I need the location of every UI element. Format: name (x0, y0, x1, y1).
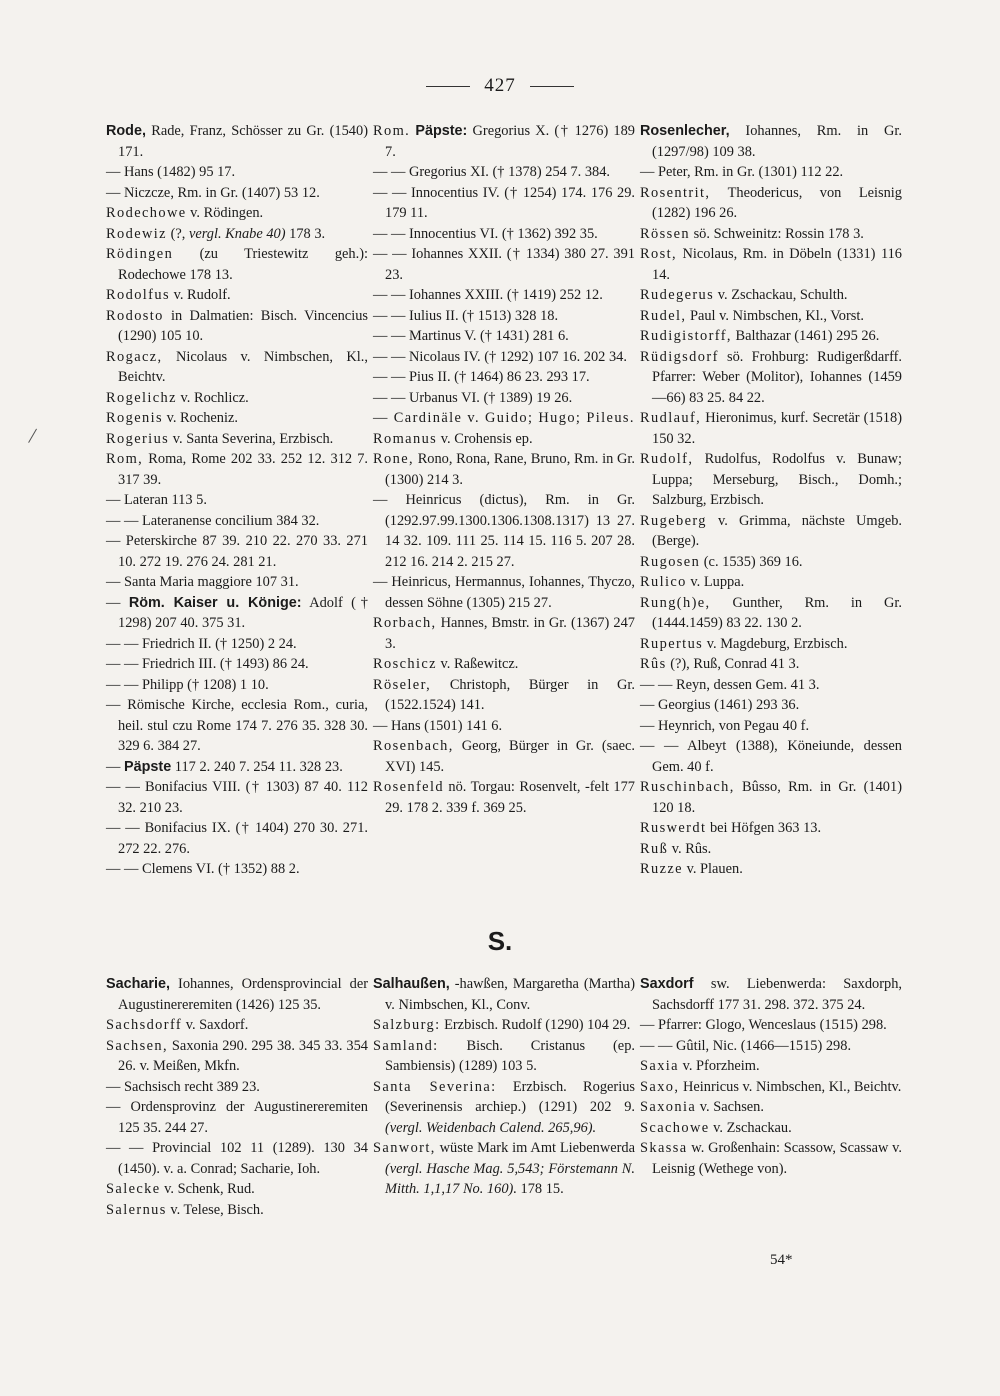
entry-text: — (106, 758, 124, 775)
index-entry (640, 1097, 902, 1118)
header-rule-right (530, 86, 574, 87)
entry-text: v. Zschackau. (709, 1119, 792, 1136)
entry-text: — — Urbanus VI. († 1389) 19 26. (373, 389, 573, 406)
entry-text: Gunther, Rm. in Gr. (1444.1459) 83 22. 130 2. (652, 594, 902, 631)
entry-text: v. Magdeburg, Erzbisch. (703, 635, 848, 652)
entry-text: 117 2. 240 7. 254 11. 328 23. (171, 758, 343, 775)
entry-text: Erzbisch. Rudolf (1290) 104 29. (440, 1017, 631, 1033)
entry-lemma: Santa Severina: (373, 1078, 497, 1095)
index-entry (640, 695, 902, 716)
entry-lemma: Rûs (640, 656, 667, 672)
index-entry (640, 552, 902, 573)
index-entry (640, 572, 902, 593)
index-entry (640, 306, 902, 327)
entry-text: -hawßen, Margaretha (Martha) v. Nimbschen, Kl., Conv. (385, 976, 635, 1013)
entry-text: — Heinricus (dictus), Rm. in Gr. (1292.97.99.1300.1306.1308.1317) 13 27. 14 32. 109. 111 25. 114 15. 116 5. 207 28. 212 16. 214 2. 215 27. (373, 492, 635, 570)
index-entry (640, 1077, 902, 1098)
index-entry (373, 654, 635, 675)
index-entry (640, 1118, 902, 1139)
entry-lemma: Rodosto (106, 307, 164, 324)
entry-text: sw. Liebenwerda: Saxdorph, Sachsdorff 177 31. 298. 372. 375 24. (652, 976, 902, 1013)
index-entry (106, 1036, 368, 1077)
entry-text: 178 15. (516, 1181, 564, 1197)
entry-lemma: Rössen (640, 225, 690, 242)
index-entry (640, 347, 902, 409)
entry-lemma: Sanwort, (373, 1140, 436, 1156)
entry-lemma: Sachsen, (106, 1037, 168, 1054)
entry-lemma: Ruswerdt (640, 820, 707, 836)
entry-text: v. Saxdorf. (182, 1017, 249, 1033)
index-entry (640, 449, 902, 511)
index-entry (640, 777, 902, 818)
entry-text: — Pfarrer: Glogo, Wenceslaus (1515) 298. (640, 1017, 887, 1033)
entry-lemma: Rugosen (640, 553, 701, 570)
entry-text: — Peter, Rm. in Gr. (1301) 112 22. (640, 164, 844, 180)
index-entry (373, 1077, 635, 1139)
index-entry (373, 1138, 635, 1200)
index-entry (106, 224, 368, 245)
entry-text: — Heinricus, Hermannus, Iohannes, Thyczo, dessen Söhne (1305) 215 27. (373, 574, 635, 611)
index-entry (640, 285, 902, 306)
entry-lemma: Rogelichz (106, 389, 177, 406)
entry-text: Georg, Bürger in Gr. (saec. XVI) 145. (385, 738, 635, 775)
entry-lemma: Saxo, (640, 1078, 680, 1095)
entry-text: — — Pius II. († 1464) 86 23. 293 17. (373, 369, 590, 385)
index-entry (373, 367, 635, 388)
entry-lemma: Sachsdorff (106, 1017, 183, 1033)
entry-text: (?, (166, 225, 189, 242)
index-entry (640, 326, 902, 347)
entry-text: — — Bonifacius VIII. († 1303) 87 40. 112 32. 210 23. (106, 779, 368, 816)
entry-lemma: Samland: (373, 1037, 439, 1054)
entry-text: (c. 1535) 369 16. (700, 553, 803, 570)
entry-text: sö. Frohburg: Rudigerßdarff. Pfarrer: Weber (Molitor), Iohannes (1459—66) 83 25. 84 22. (652, 348, 902, 406)
entry-lemma: Rudigistorff, (640, 328, 732, 344)
index-entry (640, 634, 902, 655)
entry-lemma: Rodolfus (106, 287, 170, 303)
entry-text: — Santa Maria maggiore 107 31. (106, 574, 299, 590)
index-entry (106, 408, 368, 429)
entry-text: Christoph, Bürger in Gr. (1522.1524) 141. (385, 676, 635, 713)
index-entry (640, 1138, 902, 1179)
entry-lemma: Rödingen (106, 246, 174, 262)
entry-lemma: Rom, (106, 451, 144, 467)
entry-text: wüste Mark im Amt Liebenwerda (435, 1140, 635, 1156)
entry-text: — — Lateranense concilium 384 32. (106, 512, 320, 529)
index-entry (640, 1036, 902, 1057)
index-entry (640, 593, 902, 634)
entry-text: Bisch. Cristanus (ep. Sambiensis) (1289) 103 5. (385, 1037, 635, 1074)
entry-text: — — Philipp († 1208) 1 10. (106, 676, 269, 693)
entry-text: — — Provincial 102 11 (1289). 130 34 (1450). v. a. Conrad; Sacharie, Ioh. (106, 1140, 368, 1177)
entry-lemma: Saxia (640, 1058, 679, 1074)
index-entry (373, 449, 635, 490)
section-letter: S. (487, 926, 513, 956)
index-entry (640, 859, 902, 880)
index-entry (373, 1015, 635, 1036)
index-entry (640, 244, 902, 285)
entry-text: — — Bonifacius IX. († 1404) 270 30. 271. 272 22. 276. (106, 820, 368, 857)
entry-text: — Heynrich, von Pegau 40 f. (640, 717, 810, 734)
index-entry (640, 408, 902, 449)
index-entry (106, 306, 368, 347)
entry-text: Iohannes, Ordensprovincial der Augustinereremiten (1426) 125 35. (118, 976, 368, 1013)
entry-lemma: Rom. (373, 123, 411, 139)
entry-text: Paul v. Nimbschen, Kl., Vorst. (686, 307, 864, 324)
entry-text: v. Pforzheim. (678, 1058, 760, 1074)
entry-headword: Rode, (106, 123, 146, 139)
entry-headword: Päpste: (415, 123, 468, 139)
entry-headword: Rosenlecher, (640, 123, 730, 139)
entry-text: — — Friedrich II. († 1250) 2 24. (106, 635, 297, 652)
entry-text: — — Iohannes XXII. († 1334) 380 27. 391 23. (373, 246, 635, 283)
entry-text: Nicolaus v. Nimbschen, Kl., Beichtv. (118, 348, 368, 385)
entry-text: v. Rödingen. (186, 205, 264, 221)
entry-text: v. Grimma, nächste Umgeb. (Berge). (652, 512, 902, 549)
index-entry (106, 974, 368, 1015)
index-entry (640, 716, 902, 737)
entry-headword: Päpste (124, 758, 172, 775)
entry-text: Rono, Rona, Rane, Bruno, Rm. in Gr. (1300) 214 3. (385, 451, 635, 488)
index-entry (373, 572, 635, 613)
entry-text: Theodericus, von Leisnig (1282) 196 26. (652, 184, 902, 221)
entry-text: in Dalmatien: Bisch. Vincencius (1290) 105 10. (118, 307, 368, 344)
index-entry (106, 162, 368, 183)
entry-text: — Römische Kirche, ecclesia Rom., curia, heil. stul czu Rome 174 7. 276 35. 328 30. 329 6. 384 27. (106, 697, 368, 754)
entry-text: (zu Triestewitz geh.): Rodechowe 178 13. (118, 246, 368, 283)
index-entry (106, 1077, 368, 1098)
entry-text: Heinricus v. Nimbschen, Kl., Beichtv. (679, 1078, 902, 1095)
entry-text: Roma, Rome 202 33. 252 12. 312 7. 317 39. (118, 451, 368, 488)
entry-text: sö. Schweinitz: Rossin 178 3. (689, 225, 864, 242)
entry-text: v. Schenk, Rud. (160, 1181, 255, 1197)
signature-mark: 54* (770, 1252, 793, 1268)
header-rule-left (426, 86, 470, 87)
entry-text: (vergl. Hasche Mag. 5,543; Förstemann N. Mitth. 1,1,17 No. 160). (385, 1160, 635, 1197)
entry-text: v. Rochlicz. (176, 389, 249, 406)
entry-lemma: Rupertus (640, 635, 704, 652)
index-entry (640, 675, 902, 696)
entry-text: — — Innocentius IV. († 1254) 174. 176 29. 179 11. (373, 184, 635, 221)
entry-text: v. Crohensis ep. (437, 430, 533, 447)
entry-lemma: Salecke (106, 1181, 161, 1197)
entry-lemma: Rodewiz (106, 225, 167, 242)
entry-headword: Röm. Kaiser u. Könige: (128, 594, 302, 611)
entry-lemma: Rogacz, (106, 348, 163, 365)
entry-text: — — Martinus V. († 1431) 281 6. (373, 328, 569, 344)
entry-text: — Lateran 113 5. (106, 492, 207, 508)
entry-text: Saxonia 290. 295 38. 345 33. 354 26. v. Meißen, Mkfn. (118, 1037, 368, 1074)
entry-text: — — Friedrich III. († 1493) 86 24. (106, 656, 309, 672)
entry-text: v. Telese, Bisch. (166, 1201, 264, 1218)
entry-text: Gregorius X. († 1276) 189 7. (385, 123, 635, 160)
index-entry (373, 388, 635, 409)
entry-text: v. Rocheniz. (162, 410, 238, 426)
index-entry (106, 1200, 368, 1221)
index-entry (640, 654, 902, 675)
index-entry (640, 224, 902, 245)
index-entry (640, 1056, 902, 1077)
index-entry (106, 490, 368, 511)
entry-lemma: Ruzze (640, 861, 683, 877)
entry-text: — Niczcze, Rm. in Gr. (1407) 53 12. (106, 184, 320, 201)
entry-lemma: Rosenfeld (373, 779, 444, 795)
entry-text: v. Zschackau, Schulth. (714, 287, 848, 303)
index-entry (106, 1097, 368, 1138)
index-entry (373, 675, 635, 716)
column-3-top (640, 121, 902, 880)
index-entry (373, 244, 635, 285)
index-entry (373, 429, 635, 450)
index-entry (640, 121, 902, 162)
entry-text: Rudolfus, Rodolfus v. Bunaw; Luppa; Merseburg, Bisch., Domh.; Salzburg, Erzbisch. (652, 451, 902, 508)
entry-lemma: Röseler, (373, 676, 432, 693)
entry-text: Hannes, Bmstr. in Gr. (1367) 247 3. (385, 615, 635, 652)
entry-text: v. Rudolf. (169, 287, 231, 303)
entry-text: Erzbisch. Rogerius (Severinensis archiep.) (1291) 202 9. (385, 1078, 635, 1115)
entry-text: Balthazar (1461) 295 26. (731, 328, 880, 344)
index-entry (106, 777, 368, 818)
index-entry (106, 531, 368, 572)
index-entry (106, 183, 368, 204)
entry-text: Hieronimus, kurf. Secretär (1518) 150 32. (652, 410, 902, 447)
index-entry (106, 757, 368, 778)
entry-text: — — Innocentius VI. († 1362) 392 35. (373, 225, 598, 242)
entry-lemma: Ruschinbach, (640, 779, 735, 795)
index-entry (373, 777, 635, 818)
entry-text: (?), Ruß, Conrad 41 3. (666, 656, 800, 672)
index-entry (106, 244, 368, 285)
index-entry (106, 388, 368, 409)
entry-lemma: Rung(h)e, (640, 594, 711, 611)
entry-text: — — Reyn, dessen Gem. 41 3. (640, 676, 820, 693)
entry-lemma: Rulico (640, 574, 687, 590)
index-entry (373, 347, 635, 368)
entry-text: — — Iohannes XXIII. († 1419) 252 12. (373, 287, 603, 303)
entry-text: — — Albeyt (1388), Köneiunde, dessen Gem. 40 f. (640, 738, 902, 775)
column-3-bottom (640, 974, 902, 1179)
index-entry (373, 326, 635, 347)
index-entry (106, 429, 368, 450)
index-entry (640, 974, 902, 1015)
entry-text: — Hans (1501) 141 6. (373, 717, 503, 734)
entry-lemma: Rost, (640, 246, 677, 262)
index-entry (106, 593, 368, 634)
index-entry (373, 183, 635, 224)
index-entry (373, 1036, 635, 1077)
index-entry (106, 347, 368, 388)
entry-text: — — Iulius II. († 1513) 328 18. (373, 307, 559, 324)
entry-lemma: Rone, (373, 451, 414, 467)
entry-lemma: Rosentrit, (640, 184, 711, 201)
entry-text: — — Nicolaus IV. († 1292) 107 16. 202 34. (373, 348, 627, 365)
entry-text: — Ordensprovinz der Augustinereremiten 125 35. 244 27. (106, 1099, 368, 1136)
index-entry (373, 285, 635, 306)
index-entry (373, 716, 635, 737)
entry-lemma: Scachowe (640, 1119, 710, 1136)
column-2-bottom (373, 974, 635, 1200)
entry-text: v. Plauen. (682, 861, 743, 877)
entry-lemma: Rogerius (106, 430, 170, 447)
entry-lemma: Ruß (640, 840, 669, 857)
entry-lemma: Rudolf, (640, 451, 694, 467)
entry-lemma: Skassa (640, 1140, 688, 1156)
entry-lemma: Romanus (373, 430, 438, 447)
index-entry (640, 1015, 902, 1036)
index-entry (373, 408, 635, 429)
entry-lemma: Rudegerus (640, 287, 715, 303)
entry-headword: Saxdorf (640, 976, 694, 992)
entry-lemma: Rogenis (106, 410, 163, 426)
entry-text: — (106, 594, 129, 611)
entry-lemma: Saxonia (640, 1099, 697, 1115)
index-entry (106, 285, 368, 306)
entry-headword: Salhaußen, (373, 976, 450, 992)
entry-lemma: Rüdigsdorf (640, 348, 719, 365)
page-number (0, 75, 1000, 97)
index-entry (373, 306, 635, 327)
index-entry (373, 736, 635, 777)
entry-text: v. Rûs. (668, 840, 712, 857)
entry-text: Rade, Franz, Schösser zu Gr. (1540) 171. (118, 123, 368, 160)
entry-text: — Sachsisch recht 389 23. (106, 1078, 260, 1095)
margin-pencil-mark (28, 429, 38, 444)
entry-text: Iohannes, Rm. in Gr. (1297/98) 109 38. (652, 123, 902, 160)
entry-text: v. Santa Severina, Erzbisch. (169, 430, 334, 447)
index-entry (106, 675, 368, 696)
index-entry (106, 572, 368, 593)
entry-lemma: Rorbach, (373, 615, 437, 631)
entry-text: Nicolaus, Rm. in Döbeln (1331) 116 14. (652, 246, 902, 283)
index-entry (640, 511, 902, 552)
index-entry (106, 203, 368, 224)
index-entry (106, 654, 368, 675)
entry-lemma: Rudlauf, (640, 410, 702, 426)
column-1-bottom (106, 974, 368, 1220)
index-entry (106, 121, 368, 162)
entry-text: — — Gregorius XI. († 1378) 254 7. 384. (373, 164, 611, 180)
index-entry (106, 449, 368, 490)
index-entry (106, 859, 368, 880)
index-entry (373, 162, 635, 183)
entry-text: — Georgius (1461) 293 36. (640, 697, 800, 713)
entry-text: (vergl. Weidenbach Calend. 265,96). (385, 1119, 597, 1136)
index-entry (106, 1015, 368, 1036)
entry-lemma: Salernus (106, 1201, 167, 1218)
entry-lemma: Rudel, (640, 307, 687, 324)
entry-lemma: Salzburg: (373, 1017, 441, 1033)
index-entry (373, 490, 635, 572)
index-entry (373, 224, 635, 245)
index-entry (373, 121, 635, 162)
page-number-text: 427 (484, 75, 516, 96)
entry-lemma: Rosenbach, (373, 738, 454, 754)
entry-text: v. Sachsen. (696, 1099, 764, 1115)
entry-lemma: Rodechowe (106, 205, 187, 221)
index-entry (106, 634, 368, 655)
entry-lemma: Rugeberg (640, 512, 707, 529)
column-2-top (373, 121, 635, 818)
index-entry (640, 839, 902, 860)
entry-text: Adolf († 1298) 207 40. 375 31. (118, 594, 368, 631)
index-entry (106, 695, 368, 757)
entry-lemma: Roschicz (373, 656, 437, 672)
entry-text: — Hans (1482) 95 17. (106, 164, 236, 180)
index-entry (373, 613, 635, 654)
entry-text: — Peterskirche 87 39. 210 22. 270 33. 271 10. 272 19. 276 24. 281 21. (106, 533, 368, 570)
index-entry (373, 974, 635, 1015)
entry-text: — — Clemens VI. († 1352) 88 2. (106, 861, 300, 877)
index-entry (106, 818, 368, 859)
entry-text: — — Gûtil, Nic. (1466—1515) 298. (640, 1037, 852, 1054)
entry-text: Bûsso, Rm. in Gr. (1401) 120 18. (652, 779, 902, 816)
entry-lemma: — Cardinäle v. Guido; Hugo; Pileus. (373, 410, 635, 426)
entry-text: 178 3. (285, 225, 326, 242)
index-entry (640, 736, 902, 777)
index-entry (640, 183, 902, 224)
entry-text: w. Großenhain: Scassow, Scassaw v. Leisnig (Wethege von). (652, 1140, 902, 1177)
entry-text: nö. Torgau: Rosenvelt, -felt 177 29. 178 2. 339 f. 369 25. (385, 779, 635, 816)
column-1-top (106, 121, 368, 880)
index-entry (106, 511, 368, 532)
entry-text: v. Raßewitcz. (436, 656, 519, 672)
entry-headword: Sacharie, (106, 976, 170, 992)
index-entry (106, 1138, 368, 1179)
index-entry (640, 818, 902, 839)
index-entry (640, 162, 902, 183)
entry-text: v. Luppa. (686, 574, 745, 590)
index-entry (106, 1179, 368, 1200)
entry-text: vergl. Knabe 40) (188, 225, 286, 242)
entry-text: bei Höfgen 363 13. (706, 820, 822, 836)
